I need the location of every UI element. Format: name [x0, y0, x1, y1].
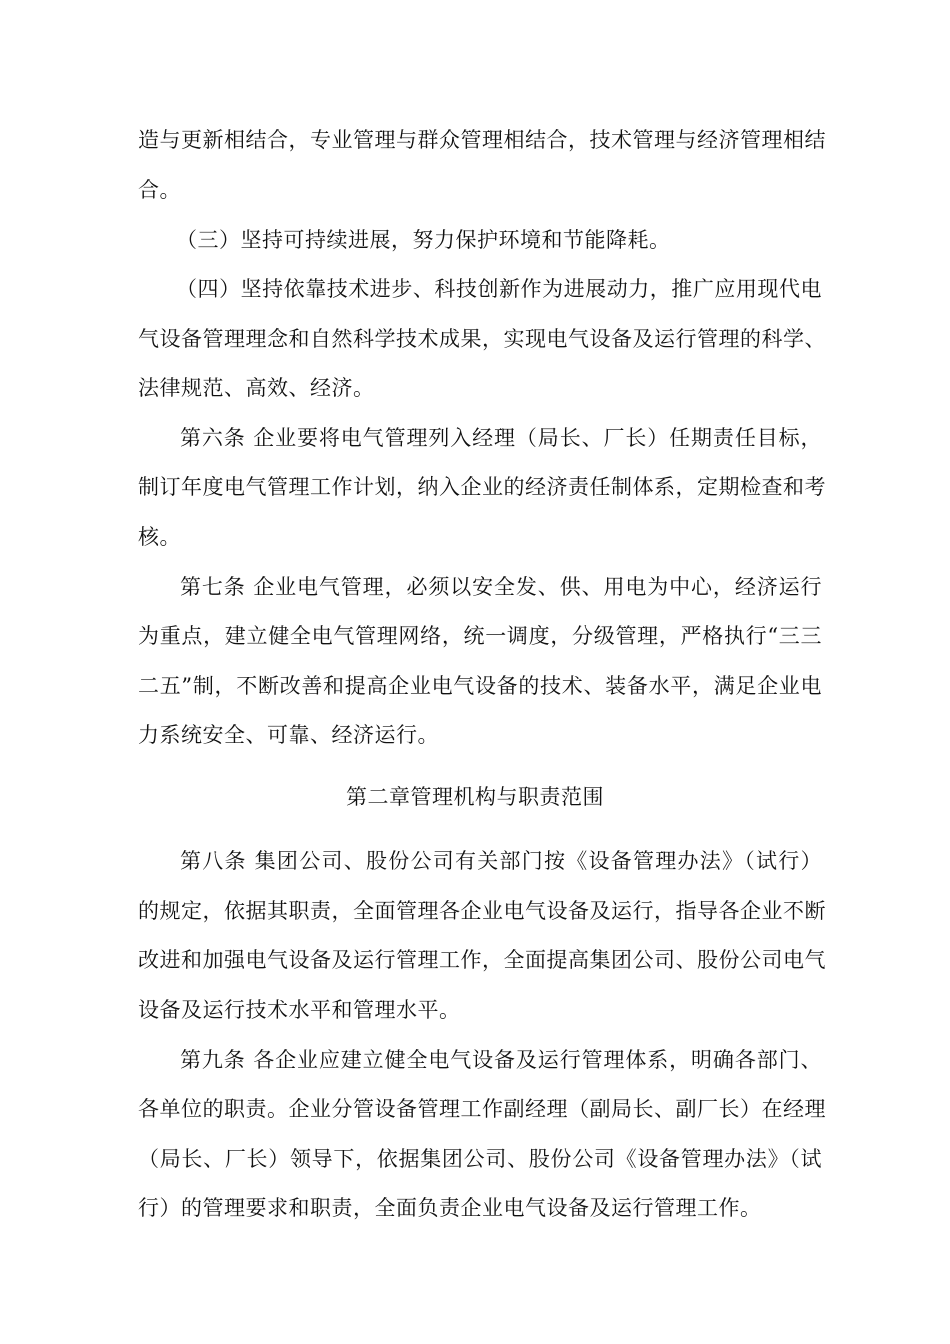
text-line: 法律规范、高效、经济。: [138, 376, 375, 400]
text-line: 力系统安全、可靠、经济运行。: [138, 723, 439, 747]
text-line: （局长、厂长）领导下，依据集团公司、股份公司《设备管理办法》（试: [138, 1147, 822, 1171]
text-line: 设备及运行技术水平和管理水平。: [138, 998, 461, 1022]
text-line: （四）坚持依靠技术进步、科技创新作为进展动力，推广应用现代电: [176, 277, 822, 301]
text-line: 第六条 企业要将电气管理列入经理（局长、厂长）任期责任目标，: [180, 426, 822, 450]
text-line: 核。: [138, 525, 181, 549]
text-line: 为重点，建立健全电气管理网络，统一调度，分级管理，严格执行“三三: [138, 624, 822, 648]
text-line: 第九条 各企业应建立健全电气设备及运行管理体系，明确各部门、: [180, 1048, 822, 1072]
text-line: 二五”制，不断改善和提高企业电气设备的技术、装备水平，满足企业电: [138, 674, 822, 698]
text-line: 改进和加强电气设备及运行管理工作，全面提高集团公司、股份公司电气: [138, 948, 826, 972]
chapter-heading: 第二章管理机构与职责范围: [346, 785, 604, 809]
text-line: 制订年度电气管理工作计划，纳入企业的经济责任制体系，定期检查和考: [138, 475, 826, 499]
text-line: 行）的管理要求和职责，全面负责企业电气设备及运行管理工作。: [138, 1196, 762, 1220]
text-line: （三）坚持可持续进展，努力保护环境和节能降耗。: [176, 228, 671, 252]
text-line: 合。: [138, 178, 181, 202]
text-line: 第七条 企业电气管理，必须以安全发、供、用电为中心，经济运行: [180, 575, 822, 599]
text-line: 造与更新相结合，专业管理与群众管理相结合，技术管理与经济管理相结: [138, 128, 826, 152]
text-line: 第八条 集团公司、股份公司有关部门按《设备管理办法》（试行）: [180, 849, 822, 873]
text-line: 各单位的职责。企业分管设备管理工作副经理（副局长、副厂长）在经理: [138, 1097, 826, 1121]
text-line: 的规定，依据其职责，全面管理各企业电气设备及运行，指导各企业不断: [138, 899, 826, 923]
text-line: 气设备管理理念和自然科学技术成果，实现电气设备及运行管理的科学、: [138, 327, 826, 351]
